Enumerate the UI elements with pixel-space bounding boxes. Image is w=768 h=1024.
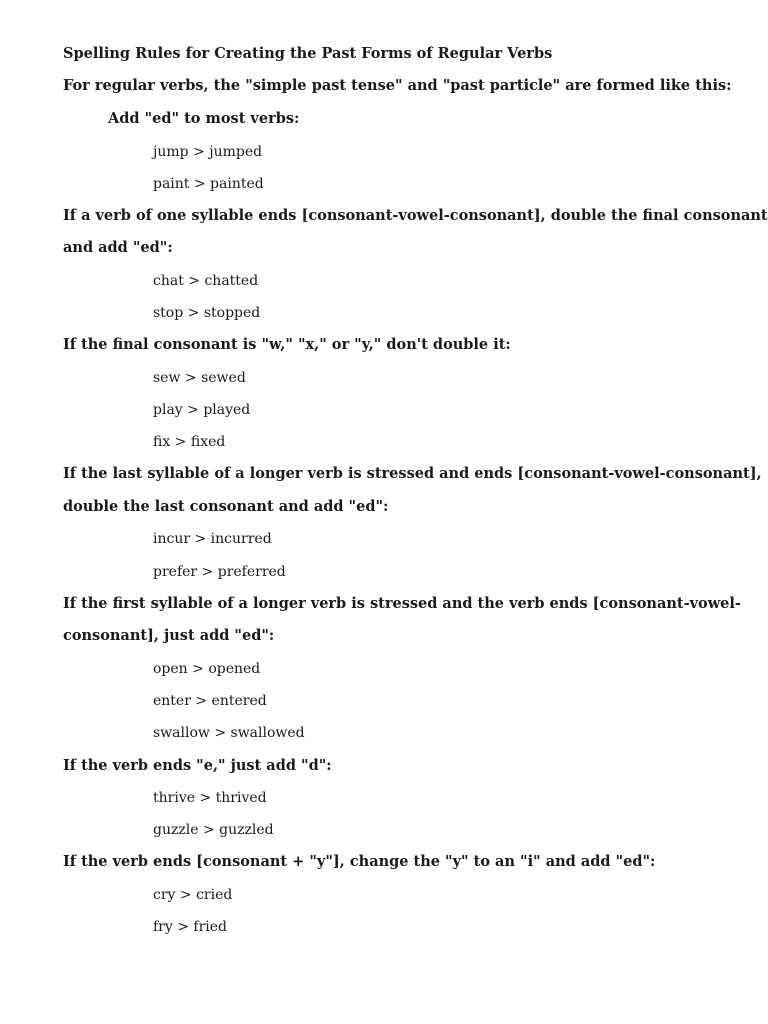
rule-heading: If the first syllable of a longer verb is stressed and the verb ends [consonant-vowel- (63, 595, 741, 612)
example-line: guzzle > guzzled (153, 822, 274, 838)
rule-heading-continued: double the last consonant and add "ed": (63, 498, 389, 515)
example-line: sew > sewed (153, 370, 246, 386)
example-line: swallow > swallowed (153, 725, 305, 741)
example-line: fix > fixed (153, 434, 226, 450)
example-line: cry > cried (153, 887, 233, 903)
rule-heading: If the verb ends [consonant + "y"], change the "y" to an "i" and add "ed": (63, 853, 656, 870)
rule-heading-continued: and add "ed": (63, 239, 173, 256)
rule-heading: If a verb of one syllable ends [consonant-vowel-consonant], double the final consonant (63, 207, 768, 224)
intro-text: For regular verbs, the "simple past tense" and "past particle" are formed like this: (63, 77, 732, 94)
document-title: Spelling Rules for Creating the Past Forms of Regular Verbs (63, 45, 553, 62)
rule-heading: If the verb ends "e," just add "d": (63, 757, 332, 774)
example-line: incur > incurred (153, 531, 272, 547)
example-line: thrive > thrived (153, 790, 267, 806)
example-line: prefer > preferred (153, 564, 286, 580)
example-line: paint > painted (153, 176, 264, 192)
rule-heading: If the final consonant is "w," "x," or "y," don't double it: (63, 336, 511, 353)
rule-heading-continued: consonant], just add "ed": (63, 627, 275, 644)
example-line: stop > stopped (153, 305, 261, 321)
example-line: open > opened (153, 661, 261, 677)
example-line: enter > entered (153, 693, 267, 709)
example-line: play > played (153, 402, 251, 418)
example-line: fry > fried (153, 919, 228, 935)
rule-heading: If the last syllable of a longer verb is stressed and ends [consonant-vowel-consonant], (63, 465, 762, 482)
example-line: chat > chatted (153, 273, 259, 289)
rule-heading: Add "ed" to most verbs: (108, 110, 300, 127)
example-line: jump > jumped (153, 144, 263, 160)
